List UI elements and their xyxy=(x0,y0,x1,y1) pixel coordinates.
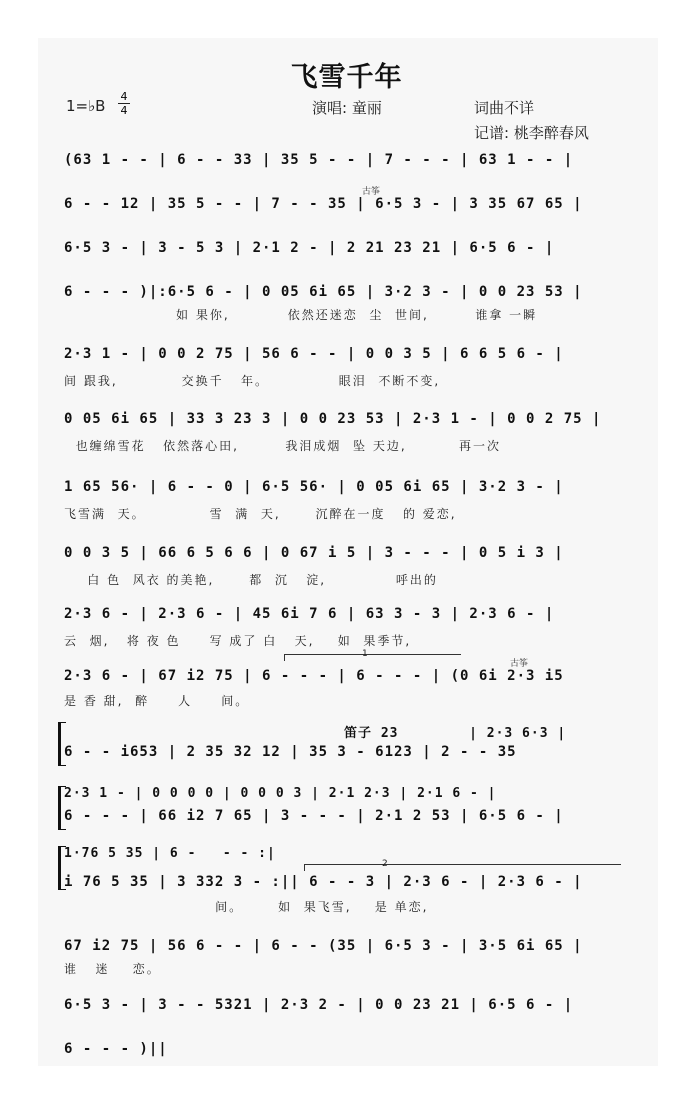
time-numerator: 4 xyxy=(120,90,128,103)
notes-line: 2·3 6 - | 67 i2 75 | 6 - - - | 6 - - - | (0 6i 2·3 i5 xyxy=(64,668,564,684)
volta-number-1: 1 xyxy=(362,649,368,659)
instrument-cue: 古筝 xyxy=(362,187,381,197)
singer-credit: 演唱: 童丽 xyxy=(312,99,382,117)
notes-line: 2·3 1 - | 0 0 2 75 | 56 6 - - | 0 0 3 5 | 6 6 5 6 - | xyxy=(64,346,564,362)
notes-line: (63 1 - - | 6 - - 33 | 35 5 - - | 7 - - - | 63 1 - - | xyxy=(64,152,574,168)
notes-line: 1 65 56· | 6 - - 0 | 6·5 56· | 0 05 6i 65 | 3·2 3 - | xyxy=(64,479,564,495)
notes-line: 67 i2 75 | 56 6 - - | 6 - - (35 | 6·5 3 - | 3·5 6i 65 | xyxy=(64,938,583,954)
volta-bracket-1 xyxy=(284,654,461,661)
upper-voice-line: 2·3 1 - | 0 0 0 0 | 0 0 0 3 | 2·1 2·3 | 2·1 6 - | xyxy=(64,786,497,801)
transcriber-credit: 记谱: 桃李醉春风 xyxy=(474,124,589,142)
lyrics-line: 间。 如 果飞雪, 是 单恋, xyxy=(64,900,429,914)
lyrics-line: 也缠绵雪花 依然落心田, 我泪成烟 坠 天边, 再一次 xyxy=(64,439,501,453)
volta-bracket-2 xyxy=(304,864,621,871)
notes-line: 0 0 3 5 | 66 6 5 6 6 | 0 67 i 5 | 3 - - - | 0 5 i 3 | xyxy=(64,545,564,561)
song-title: 飞雪千年 xyxy=(290,62,403,93)
notes-line: 6 - - i653 | 2 35 32 12 | 35 3 - 6123 | 2 - - 35 xyxy=(64,744,517,760)
notes-line: 6·5 3 - | 3 - 5 3 | 2·1 2 - | 2 21 23 21 | 6·5 6 - | xyxy=(64,240,555,256)
upper-voice-line: 笛子 23 | 2·3 6·3 | xyxy=(344,726,567,741)
lyrics-line: 飞雪满 天。 雪 满 天, 沉醉在一度 的 爱恋, xyxy=(64,507,457,521)
notes-line: 6 - - - )|| xyxy=(64,1041,168,1057)
notes-line: i 76 5 35 | 3 332 3 - :|| 6 - - 3 | 2·3 6 - | 2·3 6 - | xyxy=(64,874,583,890)
notes-line: 6 - - 12 | 35 5 - - | 7 - - 35 | 6·5 3 - | 3 35 67 65 | xyxy=(64,196,583,212)
notes-line: 6 - - - )|:6·5 6 - | 0 05 6i 65 | 3·2 3 - | 0 0 23 53 | xyxy=(64,284,583,300)
composer-credit: 词曲不详 xyxy=(474,99,535,117)
notes-line: 2·3 6 - | 2·3 6 - | 45 6i 7 6 | 63 3 - 3 | 2·3 6 - | xyxy=(64,606,555,622)
instrument-cue: 古筝 xyxy=(510,659,529,669)
time-signature xyxy=(118,90,130,117)
lyrics-line: 如 果你, 依然还迷恋 尘 世间, 谁拿 一瞬 xyxy=(176,308,538,322)
lyrics-line: 谁 迷 恋。 xyxy=(64,962,161,976)
notes-line: 6 - - - | 66 i2 7 65 | 3 - - - | 2·1 2 53 | 6·5 6 - | xyxy=(64,808,564,824)
lyrics-line: 间 跟我, 交换千 年。 眼泪 不断不变, xyxy=(64,374,441,388)
time-denominator: 4 xyxy=(118,103,130,117)
upper-voice-line: 1·76 5 35 | 6 - - - :| xyxy=(64,846,276,861)
lyrics-line: 白 色 风衣 的美艳, 都 沉 淀, 呼出的 xyxy=(64,573,438,587)
notes-line: 0 05 6i 65 | 33 3 23 3 | 0 0 23 53 | 2·3 1 - | 0 0 2 75 | xyxy=(64,411,602,427)
lyrics-line: 云 烟, 将 夜 色 写 成了 白 天, 如 果季节, xyxy=(64,634,412,648)
volta-number-2: 2 xyxy=(382,859,388,869)
lyrics-line: 是 香 甜, 醉 人 间。 xyxy=(64,694,250,708)
notes-line: 6·5 3 - | 3 - - 5321 | 2·3 2 - | 0 0 23 21 | 6·5 6 - | xyxy=(64,997,574,1013)
key-signature: 1=♭B xyxy=(66,97,106,115)
